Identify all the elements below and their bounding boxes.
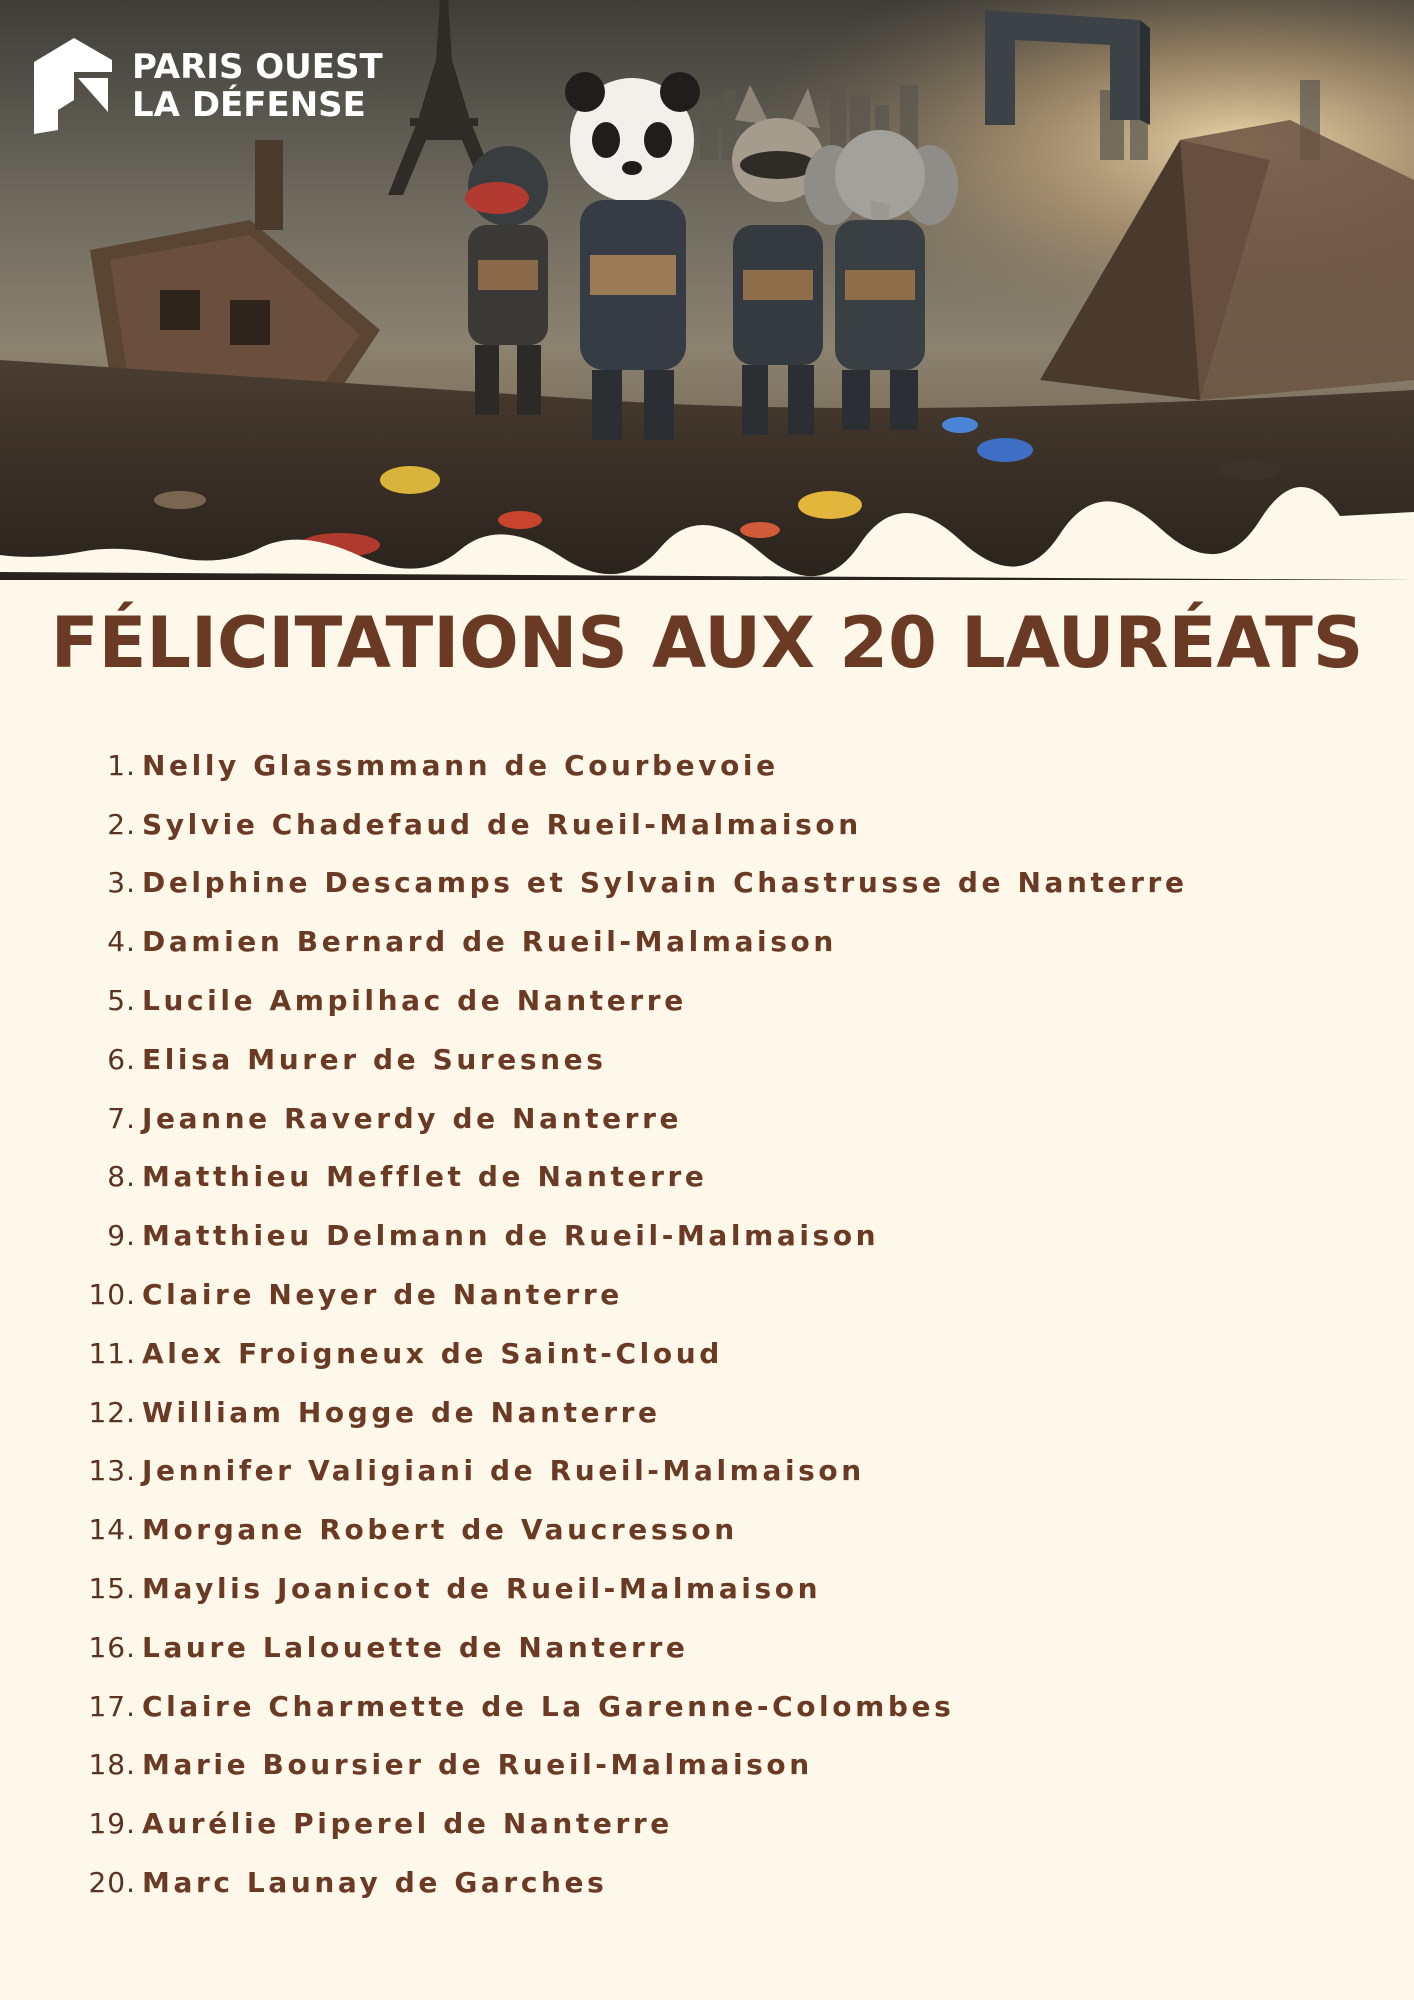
list-item-number: 7.: [107, 1101, 136, 1135]
list-item: [0, 1324, 1188, 1383]
list-item: [0, 971, 1188, 1030]
list-item-name: Claire Charmette de La Garenne-Colombes: [142, 1689, 955, 1723]
brand-name: [132, 48, 383, 124]
list-item: [0, 1206, 1188, 1265]
list-item: [0, 1383, 1188, 1442]
list-item-number: 20.: [88, 1866, 136, 1900]
list-item-number: 18.: [88, 1748, 136, 1782]
winner-list: [0, 736, 1188, 1912]
list-item-number: 2.: [107, 807, 136, 841]
list-item-number: 13.: [88, 1454, 136, 1488]
list-item-name: Marie Boursier de Rueil-Malmaison: [142, 1748, 813, 1782]
list-item: [0, 795, 1188, 854]
list-item-name: Alex Froigneux de Saint-Cloud: [142, 1336, 723, 1370]
list-item-name: Jennifer Valigiani de Rueil-Malmaison: [142, 1454, 865, 1488]
list-item-name: Lucile Ampilhac de Nanterre: [142, 984, 687, 1018]
list-item-number: 19.: [88, 1807, 136, 1841]
list-item: [0, 1442, 1188, 1501]
list-item: [0, 1794, 1188, 1853]
list-item-number: 6.: [107, 1042, 136, 1076]
list-item-number: 8.: [107, 1160, 136, 1194]
list-item-name: Delphine Descamps et Sylvain Chastrusse de Nanterre: [142, 866, 1188, 900]
list-item-number: 14.: [88, 1513, 136, 1547]
list-item: [0, 1736, 1188, 1795]
list-item: [0, 1618, 1188, 1677]
list-item-name: Jeanne Raverdy de Nanterre: [142, 1101, 683, 1135]
list-item: [0, 1148, 1188, 1207]
list-item: [0, 1559, 1188, 1618]
list-item: [0, 912, 1188, 971]
list-item-number: 3.: [107, 866, 136, 900]
list-item-name: William Hogge de Nanterre: [142, 1395, 661, 1429]
list-item-name: Damien Bernard de Rueil-Malmaison: [142, 925, 837, 959]
list-item: [0, 1089, 1188, 1148]
page-title: FÉLICITATIONS AUX 20 LAURÉATS: [50, 602, 1364, 684]
brand-logo: [34, 38, 383, 134]
list-item-name: Morgane Robert de Vaucresson: [142, 1513, 738, 1547]
list-item: [0, 1030, 1188, 1089]
list-item-name: Nelly Glassmmann de Courbevoie: [142, 748, 779, 782]
list-item: [0, 1677, 1188, 1736]
list-item: [0, 1265, 1188, 1324]
list-item-number: 11.: [88, 1336, 136, 1370]
list-item-name: Marc Launay de Garches: [142, 1866, 608, 1900]
list-item-name: Laure Lalouette de Nanterre: [142, 1630, 689, 1664]
list-item-name: Claire Neyer de Nanterre: [142, 1278, 623, 1312]
list-item-number: 9.: [107, 1219, 136, 1253]
list-item: [0, 1853, 1188, 1912]
list-item: [0, 1500, 1188, 1559]
list-item-name: Matthieu Mefflet de Nanterre: [142, 1160, 708, 1194]
list-item-number: 12.: [88, 1395, 136, 1429]
parisouest-logo-icon: [34, 38, 112, 134]
list-item-number: 10.: [88, 1278, 136, 1312]
list-item-name: Aurélie Piperel de Nanterre: [142, 1807, 673, 1841]
list-item-name: Elisa Murer de Suresnes: [142, 1042, 607, 1076]
hero-image: [0, 0, 1414, 580]
brand-line-2: LA DÉFENSE: [132, 85, 366, 125]
list-item-number: 4.: [107, 925, 136, 959]
list-item-name: Matthieu Delmann de Rueil-Malmaison: [142, 1219, 880, 1253]
list-item-name: Maylis Joanicot de Rueil-Malmaison: [142, 1572, 822, 1606]
list-item-number: 15.: [88, 1572, 136, 1606]
list-item-number: 5.: [107, 984, 136, 1018]
list-item: [0, 736, 1188, 795]
list-item-number: 1.: [107, 748, 136, 782]
brand-line-1: PARIS OUEST: [132, 47, 383, 87]
list-item: [0, 854, 1188, 913]
list-item-number: 17.: [88, 1689, 136, 1723]
list-item-number: 16.: [88, 1630, 136, 1664]
list-item-name: Sylvie Chadefaud de Rueil-Malmaison: [142, 807, 862, 841]
